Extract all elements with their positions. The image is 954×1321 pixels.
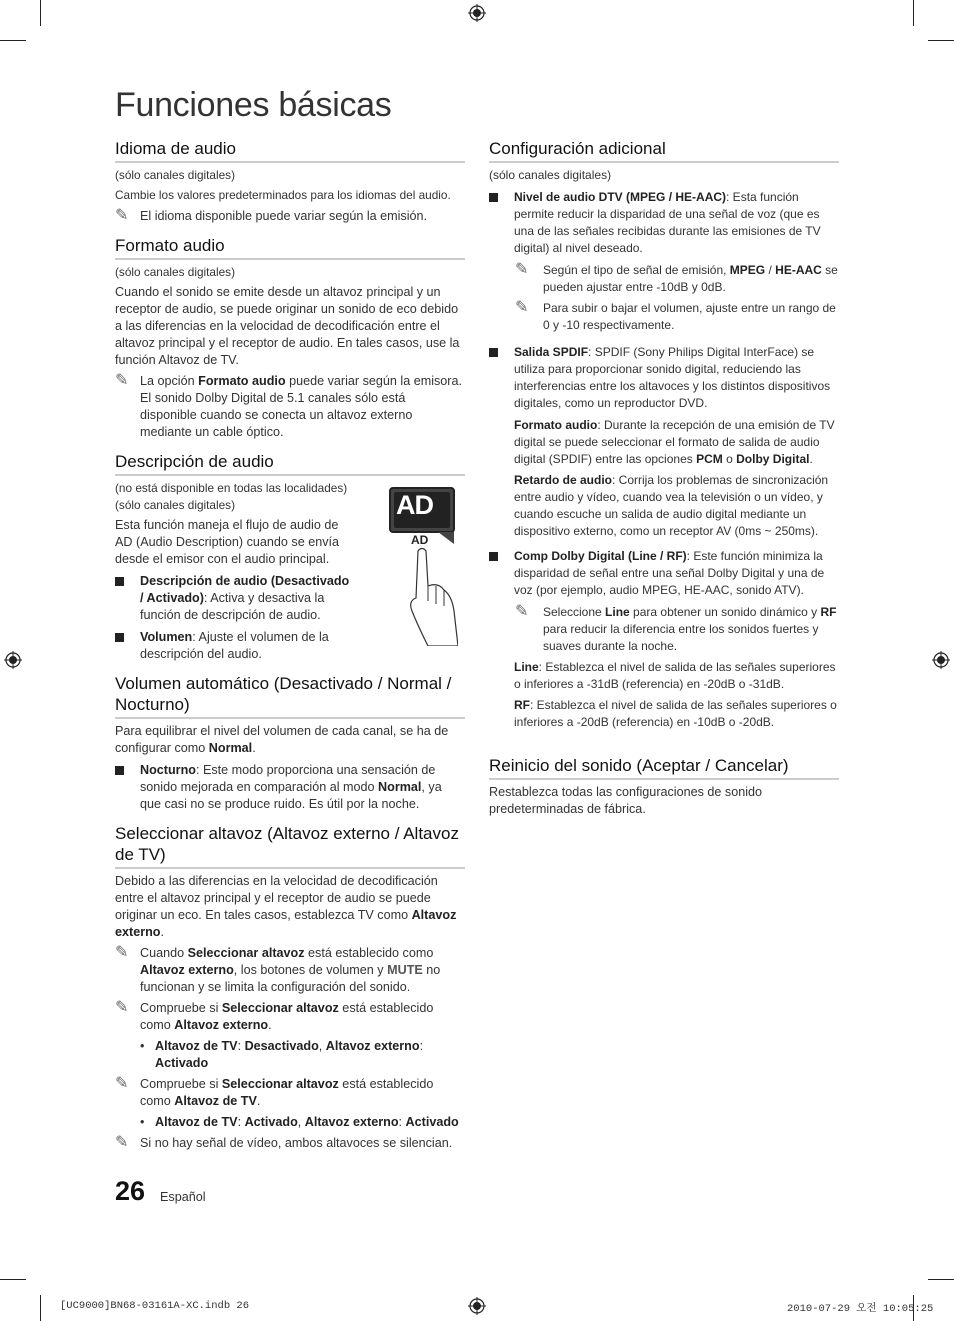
square-bullet-icon [115,766,124,775]
crop-mark [0,40,26,41]
tip: ✎ Compruebe si Seleccionar altavoz está establecido como Altavoz externo. [115,999,434,1032]
list-item: Salida SPDIF: SPDIF (Sony Philips Digital InterFace) se utiliza para proporcionar sonido digital, reduciendo las interferencias entre los altavoces y los distintos dispositivos digitales, como un reproductor DVD. [489,344,839,412]
dot-item: • Altavoz de TV: Activado, Altavoz externo: Activado [140,1115,459,1129]
pencil-note-icon: ✎ [115,1134,129,1151]
left-column [115,138,465,1162]
sub-item: Formato audio: Durante la recepción de una emisión de TV digital se puede seleccionar el formato de salida de audio digital (SPDIF) entre las opciones PCM o Dolby Digital. [514,418,835,466]
ad-label: AD [411,533,429,547]
square-bullet-icon [489,348,498,357]
registration-mark-icon [4,651,22,669]
right-column [489,138,839,828]
crop-mark [0,1279,26,1280]
page-language: Español [160,1190,206,1204]
body-text: Debido a las diferencias en la velocidad de decodificación entre el altavoz principal y el receptor de audio se puede originar un eco. En tales casos, establezca TV como Altavoz externo. [115,874,457,939]
section-volumen [115,673,465,813]
print-slug-date: 2010-07-29 오전 10:05:25 [787,1303,934,1315]
body-text: Cambie los valores predeterminados para los idiomas del audio. [115,188,451,202]
pencil-note-icon: ✎ [115,999,129,1016]
crop-mark [928,1279,954,1280]
tip: ✎ Según el tipo de señal de emisión, MPEG / HE-AAC se pueden ajustar entre -10dB y 0dB. [515,261,838,294]
print-slug-file: [UC9000]BN68-03161A-XC.indb 26 [60,1300,250,1312]
tip: ✎ La opción Formato audio puede variar según la emisora. El sonido Dolby Digital de 5.1 canales sólo está disponible cuando se conecta un altavoz externo mediante un cable óptico. [115,372,463,439]
body-text: Cuando el sonido se emite desde un altavoz principal y un receptor de audio, se puede originar un sonido de eco debido a las diferencias en la velocidad de decodificación entre el altavoz principal y el receptor de audio. En tales casos, use la función Altavoz de TV. [115,285,460,367]
crop-mark [40,1295,41,1321]
list-item: Nivel de audio DTV (MPEG / HE-AAC): Esta función permite reducir la disparidad de una señal de voz (que es una de las señales recibidas durante las emisiones de TV digital) al nivel deseado. [489,189,839,257]
ad-logo-text: AD [396,490,433,520]
channel-note: (sólo canales digitales) [489,168,612,182]
channel-note: (no está disponible en todas las localidades) (sólo canales digitales) [115,481,348,512]
tip: ✎ Para subir o bajar el volumen, ajuste entre un rango de 0 y -10 respectivamente. [515,299,836,332]
list-item: Volumen: Ajuste el volumen de la descripción del audio. [115,629,355,663]
section-formato [115,235,465,441]
registration-mark-icon [468,1297,486,1315]
tip: ✎ Si no hay señal de vídeo, ambos altavoces se silencian. [115,1134,453,1151]
list-item: Nocturno: Este modo proporciona una sensación de sonido mejorada en comparación al modo Normal, ya que casi no se produce ruido. Es útil por la noche. [115,762,465,813]
section-heading: Configuración adicional [489,138,839,163]
section-heading: Reinicio del sonido (Aceptar / Cancelar) [489,755,839,780]
section-heading: Volumen automático (Desactivado / Normal / Nocturno) [115,673,465,719]
list-item: Descripción de audio (Desactivado / Activado): Activa y desactiva la función de descripción de audio. [115,573,355,624]
body-text: Restablezca todas las configuraciones de sonido predeterminadas de fábrica. [489,785,763,816]
pencil-note-icon: ✎ [115,207,129,224]
ad-button-illustration [388,486,458,646]
tip: ✎ Cuando Seleccionar altavoz está establecido como Altavoz externo, los botones de volumen y MUTE no funcionan y se limita la configuración del sonido. [115,944,441,994]
registration-mark-icon [932,651,950,669]
section-heading: Formato audio [115,235,465,260]
sub-item: Retardo de audio: Corrija los problemas de sincronización entre audio y vídeo, cuando vea la televisión o un vídeo, y cuando escuche un salida de audio digital mediante un dispositivo externo, como un receptor AV (0ms ~ 250ms). [514,473,829,538]
page-number: 26 [115,1176,146,1206]
section-heading: Descripción de audio [115,451,465,476]
pencil-note-icon: ✎ [515,603,529,620]
crop-mark [913,0,914,26]
list-item: Comp Dolby Digital (Line / RF): Este función minimiza la disparidad de señal entre una señal Dolby Digital y una de voz (por ejemplo, audio MPEG, HE-AAC, sonido ATV). [489,548,839,599]
section-heading: Seleccionar altavoz (Altavoz externo / Altavoz de TV) [115,823,465,869]
section-heading: Idioma de audio [115,138,465,163]
section-altavoz [115,823,465,1152]
crop-mark [40,0,41,26]
square-bullet-icon [115,577,124,586]
pencil-note-icon: ✎ [115,372,129,389]
body-text: Para equilibrar el nivel del volumen de cada canal, se ha de configurar como Normal. [115,724,449,755]
tip: ✎ El idioma disponible puede variar según la emisión. [115,207,428,224]
crop-mark [928,40,954,41]
sub-item: RF: Establezca el nivel de salida de las señales superiores o inferiores a -20dB (referencia) en -10dB o -20dB. [514,698,837,729]
square-bullet-icon [489,193,498,202]
section-reinicio [489,755,839,818]
square-bullet-icon [115,633,124,642]
dot-item: • Altavoz de TV: Desactivado, Altavoz externo: Activado [140,1039,424,1070]
body-text: Esta función maneja el flujo de audio de AD (Audio Description) cuando se envía desde el emisor con el audio principal. [115,518,340,566]
pencil-note-icon: ✎ [515,261,529,278]
channel-note: (sólo canales digitales) [115,168,235,182]
sub-item: Line: Establezca el nivel de salida de las señales superiores o inferiores a -31dB (referencia) en -20dB o -31dB. [514,660,836,691]
pencil-note-icon: ✎ [515,299,529,316]
section-config [489,138,839,731]
pencil-note-icon: ✎ [115,944,129,961]
pencil-note-icon: ✎ [115,1075,129,1092]
section-idioma [115,138,465,225]
page-title: Funciones básicas [115,86,392,124]
channel-note: (sólo canales digitales) [115,265,235,279]
tip: ✎ Seleccione Line para obtener un sonido dinámico y RF para reducir la diferencia entre los sonidos fuertes y suaves durante la noche. [515,603,837,653]
registration-mark-icon [468,4,486,22]
tip: ✎ Compruebe si Seleccionar altavoz está establecido como Altavoz de TV. [115,1075,434,1108]
square-bullet-icon [489,552,498,561]
